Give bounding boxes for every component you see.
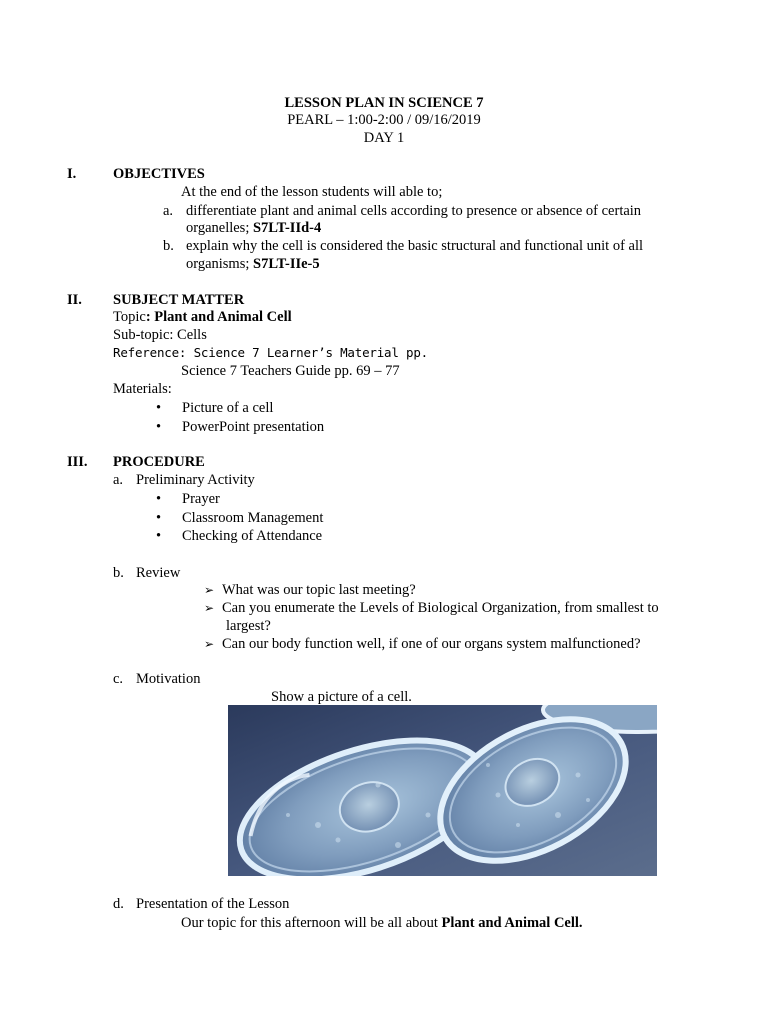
presentation-letter: d. bbox=[113, 896, 124, 912]
objective-b-text: organisms; bbox=[186, 256, 253, 272]
objectives-numeral: I. bbox=[67, 166, 77, 182]
list-item bbox=[156, 527, 322, 545]
list-item bbox=[156, 509, 323, 527]
arrow-bullet-icon: ➢ bbox=[204, 601, 215, 615]
topic-value: : Plant and Animal Cell bbox=[145, 309, 292, 325]
presentation-topic: Plant and Animal Cell. bbox=[441, 915, 583, 931]
page-title: LESSON PLAN IN SCIENCE 7 bbox=[284, 95, 484, 111]
objectives-heading: OBJECTIVES bbox=[113, 166, 205, 182]
bullet-icon: • bbox=[156, 510, 162, 526]
materials-item-text: Picture of a cell bbox=[182, 400, 274, 416]
materials-item bbox=[156, 399, 273, 417]
section-time-date: PEARL – 1:00-2:00 / 09/16/2019 bbox=[287, 112, 481, 128]
materials-item bbox=[156, 418, 324, 436]
review-question-continued: largest? bbox=[226, 618, 271, 634]
list-item bbox=[156, 490, 220, 508]
procedure-heading: PROCEDURE bbox=[113, 454, 205, 470]
objective-a-line1: differentiate plant and animal cells according to presence or absence of certain bbox=[186, 203, 642, 219]
objectives-intro: At the end of the lesson students will able to; bbox=[181, 184, 443, 200]
motivation-label: Motivation bbox=[136, 671, 201, 687]
materials-label: Materials: bbox=[113, 381, 172, 397]
objective-a-line2 bbox=[186, 219, 321, 237]
procedure-numeral: III. bbox=[67, 454, 88, 470]
objective-a-letter: a. bbox=[163, 203, 174, 219]
cell-micrograph-image bbox=[228, 705, 657, 876]
review-question-text: Can you enumerate the Levels of Biological Organization, from smallest to bbox=[222, 600, 659, 616]
bullet-icon: • bbox=[156, 491, 162, 507]
presentation-text-plain: Our topic for this afternoon will be all about bbox=[181, 915, 442, 931]
review-letter: b. bbox=[113, 565, 124, 581]
arrow-bullet-icon: ➢ bbox=[204, 583, 215, 597]
presentation-text bbox=[181, 914, 583, 932]
presentation-label: Presentation of the Lesson bbox=[136, 896, 290, 912]
objective-b-line1: explain why the cell is considered the basic structural and functional unit of all bbox=[186, 238, 644, 254]
materials-item-text: PowerPoint presentation bbox=[182, 419, 325, 435]
objective-a-code: S7LT-IId-4 bbox=[252, 220, 322, 236]
review-label: Review bbox=[136, 565, 181, 581]
review-question bbox=[204, 599, 659, 617]
list-item-text: Prayer bbox=[182, 491, 220, 507]
cell-photo bbox=[228, 705, 657, 876]
review-question bbox=[204, 635, 641, 653]
list-item-text: Checking of Attendance bbox=[182, 528, 323, 544]
objective-b-letter: b. bbox=[163, 238, 174, 254]
review-question-text: What was our topic last meeting? bbox=[222, 582, 416, 598]
reference-line-2: Science 7 Teachers Guide pp. 69 – 77 bbox=[181, 363, 400, 379]
topic-label: Topic bbox=[113, 309, 146, 325]
objective-b-line2 bbox=[186, 255, 320, 273]
objective-b-code: S7LT-IIe-5 bbox=[253, 256, 320, 272]
motivation-instruction: Show a picture of a cell. bbox=[271, 689, 412, 705]
bullet-icon: • bbox=[156, 400, 162, 416]
subject-matter-numeral: II. bbox=[67, 292, 82, 308]
review-question-text: Can our body function well, if one of our organs system malfunctioned? bbox=[222, 636, 641, 652]
motivation-letter: c. bbox=[113, 671, 124, 687]
topic-line bbox=[113, 308, 292, 326]
reference-line: Reference: Science 7 Learner’s Material pp. bbox=[113, 345, 429, 360]
bullet-icon: • bbox=[156, 419, 162, 435]
subtopic-line: Sub-topic: Cells bbox=[113, 327, 207, 343]
bullet-icon: • bbox=[156, 528, 162, 544]
arrow-bullet-icon: ➢ bbox=[204, 637, 215, 651]
preliminary-label: Preliminary Activity bbox=[136, 472, 255, 488]
preliminary-letter: a. bbox=[113, 472, 124, 488]
objective-a-text: organelles; bbox=[186, 220, 253, 236]
day-label: DAY 1 bbox=[363, 130, 405, 146]
review-question bbox=[204, 581, 416, 599]
subject-matter-heading: SUBJECT MATTER bbox=[113, 292, 245, 308]
list-item-text: Classroom Management bbox=[182, 510, 324, 526]
